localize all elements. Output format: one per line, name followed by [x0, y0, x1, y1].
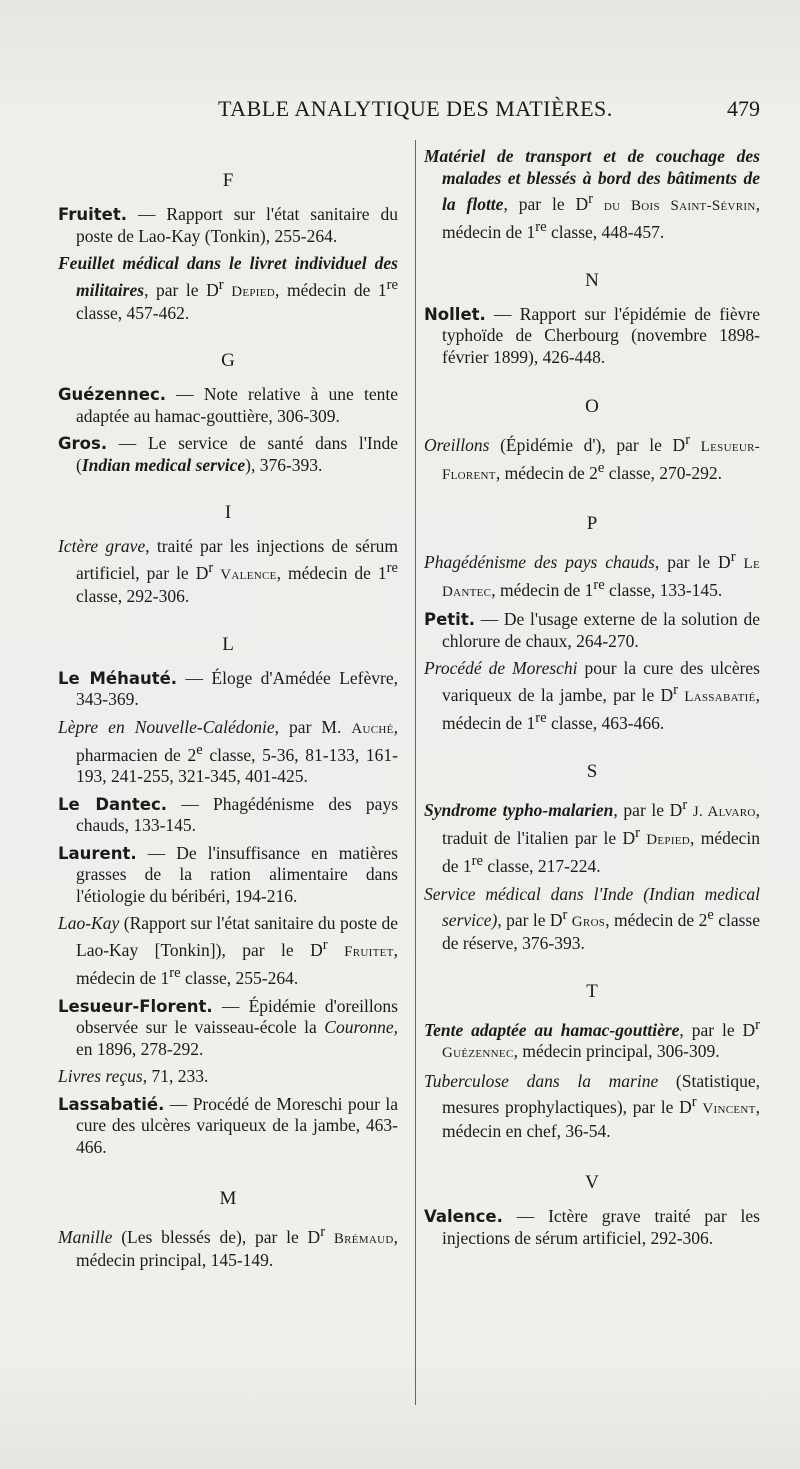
entry-title: Service médical dans l'Inde (Indian medical service)	[424, 883, 760, 930]
entry-title: Phagédénisme des pays chauds	[424, 551, 655, 572]
entry-title: Syndrome typho-malarien	[424, 799, 614, 820]
entry-text: — Ictère grave traité par les injections de sérum artificiel, 292-306.	[442, 1206, 760, 1248]
superscript: r	[685, 432, 691, 449]
superscript: e	[196, 742, 203, 759]
entry-title: Couronne	[324, 1017, 394, 1038]
entry-title: Matériel de transport et de couchage des malades et blessés à bord des bâtiments de la flotte	[424, 146, 760, 214]
author-name: Auché	[351, 720, 394, 737]
entry-title: Tente adaptée au hamac-gouttière	[424, 1019, 680, 1040]
index-entry	[58, 717, 398, 788]
entry-text: , par le D	[497, 909, 563, 930]
entry-head: Guézennec.	[58, 385, 167, 405]
entry-text: classe, 463-466.	[546, 713, 665, 734]
entry-title: Manille	[58, 1226, 113, 1247]
index-entry	[58, 1094, 398, 1159]
entry-text: — Épidémie d'oreillons observée sur le vaisseau-école la	[76, 995, 398, 1038]
entry-head: Le Méhauté.	[58, 668, 178, 688]
author-name: Vincent	[702, 1101, 756, 1118]
entry-text: , par le D	[654, 551, 731, 572]
entry-title: Tuberculose dans la marine	[424, 1070, 659, 1091]
superscript: r	[562, 907, 568, 924]
author-name: Depied	[646, 831, 691, 848]
section-letter: N	[585, 269, 599, 291]
superscript: re	[386, 276, 398, 293]
index-entry	[58, 384, 398, 427]
superscript: r	[755, 1016, 760, 1033]
section-letter: S	[586, 760, 598, 782]
author-name: Lesueur-Florent	[442, 438, 761, 484]
author-name: Guézennec	[442, 1045, 514, 1062]
section-letter: M	[219, 1188, 237, 1210]
entry-text: ), 376-393.	[245, 454, 323, 475]
entry-text: , médecin de 1	[442, 193, 760, 243]
entry-text: , médecin de 2	[605, 909, 708, 930]
entry-text: , pharmacien de 2	[76, 716, 399, 765]
section-letter: F	[222, 170, 234, 191]
entry-head: Lassabatié.	[58, 1094, 165, 1114]
entry-text: — Rapport sur l'épidémie de fièvre typhoïde de Cherbourg (novembre 1898-février 1899), 426-448.	[442, 303, 760, 367]
section-letter: P	[586, 512, 598, 534]
index-entry	[58, 843, 398, 908]
entry-text: , médecin de 1	[276, 562, 387, 583]
superscript: r	[588, 191, 593, 207]
index-entry	[424, 1071, 760, 1142]
entry-text: classe, 133-145.	[604, 579, 723, 600]
index-column-left	[58, 140, 398, 1278]
entry-text: , par le D	[144, 279, 219, 300]
entry-text: (Épidémie d'), par le D	[489, 434, 686, 455]
entry-title: Oreillons	[424, 434, 490, 455]
entry-text: , médecin de 2	[495, 463, 598, 484]
superscript: re	[471, 853, 483, 870]
author-name: Fruitet	[344, 943, 394, 960]
running-title: TABLE ANALYTIQUE DES MATIÈRES.	[218, 96, 613, 121]
entry-text: (Les blessés de), par le D	[112, 1226, 321, 1247]
entry-text: — Note relative à une tente adaptée au hamac-gouttière, 306-309.	[76, 384, 398, 426]
index-entry	[58, 996, 398, 1061]
section-letter: T	[586, 980, 598, 1002]
author-name: du Bois Saint-Sévrin	[603, 197, 756, 214]
entry-text: , médecin principal, 145-149.	[76, 1226, 398, 1271]
entry-text: — De l'insuffisance en matières grasses de la ration alimentaire dans l'étiologie du béribéri, 194-216.	[76, 842, 398, 906]
entry-head: Laurent.	[58, 843, 137, 863]
index-entry	[58, 536, 398, 607]
entry-text: — Éloge d'Amédée Lefèvre, 343-369.	[76, 667, 398, 710]
entry-title: Procédé de Moreschi	[424, 658, 578, 679]
entry-title: Feuillet médical dans le livret individuel des militaires	[58, 253, 398, 300]
entry-title: Ictère grave	[58, 536, 146, 557]
index-entry	[58, 433, 398, 476]
entry-head: Le Dantec.	[58, 794, 168, 814]
entry-text: pour la cure des ulcères variqueux de la jambe, par le D	[442, 658, 760, 705]
entry-text: , médecin de 1	[491, 579, 594, 600]
superscript: e	[707, 907, 714, 924]
entry-text: , par le D	[679, 1019, 756, 1040]
author-name: Le Dantec	[442, 555, 760, 600]
index-entry	[424, 884, 760, 955]
index-entry	[58, 253, 398, 324]
index-entry	[424, 1015, 760, 1065]
entry-text: , médecin de 1	[442, 827, 761, 877]
author-name: Depied	[231, 283, 276, 300]
superscript: r	[208, 559, 214, 576]
entry-text: , 71, 233.	[142, 1066, 209, 1087]
entry-text: , médecin de 1	[76, 939, 398, 989]
superscript: r	[730, 548, 736, 565]
entry-text: classe, 448-457.	[546, 222, 665, 243]
entry-text: classe, 5-36, 81-133, 161-193, 241-255, 321-345, 401-425.	[76, 744, 398, 787]
entry-title: Livres reçus	[58, 1066, 143, 1087]
index-entry	[424, 658, 760, 734]
entry-title: Indian medical service	[81, 454, 246, 475]
entry-text: , traduit de l'italien par le D	[442, 799, 760, 848]
section-letter: O	[585, 396, 599, 418]
entry-text: , médecin de 1	[442, 684, 761, 734]
index-entry	[424, 795, 760, 878]
superscript: r	[322, 936, 328, 953]
section-letter: L	[222, 633, 234, 655]
superscript: e	[597, 460, 605, 477]
entry-head: Petit.	[424, 610, 475, 630]
entry-text: classe, 457-462.	[76, 302, 190, 323]
entry-head: Valence.	[424, 1207, 503, 1227]
entry-text: classe, 292-306.	[76, 586, 190, 607]
entry-text: , par le D	[613, 799, 683, 820]
entry-text: classe, 270-292.	[604, 463, 722, 484]
index-entry	[424, 304, 760, 369]
index-entry	[424, 1206, 760, 1249]
entry-head: Fruitet.	[58, 205, 127, 224]
entry-text: (Rapport sur l'état sanitaire du poste de Lao-Kay [Tonkin]), par le D	[76, 913, 398, 960]
index-entry	[424, 547, 760, 604]
index-entry	[58, 668, 398, 711]
superscript: r	[682, 796, 688, 813]
index-entry	[424, 430, 760, 487]
entry-text: , par M.	[274, 716, 352, 737]
entry-text: classe, 255-264.	[180, 968, 299, 989]
index-entry	[424, 609, 760, 652]
superscript: r	[218, 276, 224, 293]
superscript: re	[386, 559, 398, 576]
entry-head: Nollet.	[424, 304, 486, 324]
author-name: Valence	[220, 566, 277, 583]
superscript: r	[635, 824, 640, 841]
superscript: r	[673, 681, 678, 698]
author-name: Gros	[571, 913, 606, 930]
entry-text: — Procédé de Moreschi pour la cure des ulcères variqueux de la jambe, 463-466.	[76, 1093, 398, 1157]
section-letter: I	[224, 502, 232, 524]
section-letter: G	[221, 350, 235, 372]
entry-text: classe de réserve, 376-393.	[442, 909, 760, 954]
entry-text: — De l'usage externe de la solution de chlorure de chaux, 264-270.	[442, 609, 760, 651]
section-letter: V	[585, 1172, 599, 1194]
index-entry	[58, 913, 398, 989]
superscript: r	[691, 1094, 697, 1111]
entry-head: Lesueur-Florent.	[58, 996, 213, 1016]
superscript: re	[535, 710, 547, 727]
entry-text: , en 1896, 278-292.	[76, 1017, 398, 1059]
entry-text: — Phagédénisme des pays chauds, 133-145.	[76, 793, 398, 836]
superscript: r	[320, 1224, 326, 1241]
superscript: re	[535, 219, 547, 236]
index-entry	[58, 204, 398, 247]
entry-text: , médecin principal, 306-309.	[513, 1041, 720, 1062]
column-divider	[415, 140, 416, 1405]
page-number: 479	[727, 96, 760, 121]
author-name: Lassabatié	[684, 688, 756, 705]
entry-text: , par le D	[503, 193, 589, 214]
running-header	[200, 96, 760, 130]
entry-text: classe, 217-224.	[482, 856, 601, 877]
superscript: re	[593, 577, 605, 594]
superscript: re	[169, 965, 181, 982]
author-name: Brémaud	[333, 1230, 394, 1247]
entry-text: , médecin en chef, 36-54.	[442, 1097, 761, 1141]
entry-title: Lèpre en Nouvelle-Calédonie	[58, 716, 275, 737]
entry-text: , médecin de 1	[275, 279, 387, 300]
entry-text: (Statistique, mesures prophylactiques), par le D	[442, 1070, 760, 1118]
index-entry	[58, 1066, 398, 1088]
author-name: J. Alvaro	[692, 803, 756, 820]
entry-text: — Rapport sur l'état sanitaire du poste de Lao-Kay (Tonkin), 255-264.	[76, 204, 398, 246]
index-entry	[58, 794, 398, 837]
index-column-right	[424, 140, 760, 1255]
entry-head: Gros.	[58, 434, 108, 454]
entry-text: , traité par les injections de sérum artificiel, par le D	[76, 536, 399, 583]
entry-title: Lao-Kay	[58, 913, 120, 934]
entry-text: — Le service de santé dans l'Inde (	[76, 433, 398, 475]
index-entry	[424, 146, 760, 244]
index-entry	[58, 1222, 398, 1272]
